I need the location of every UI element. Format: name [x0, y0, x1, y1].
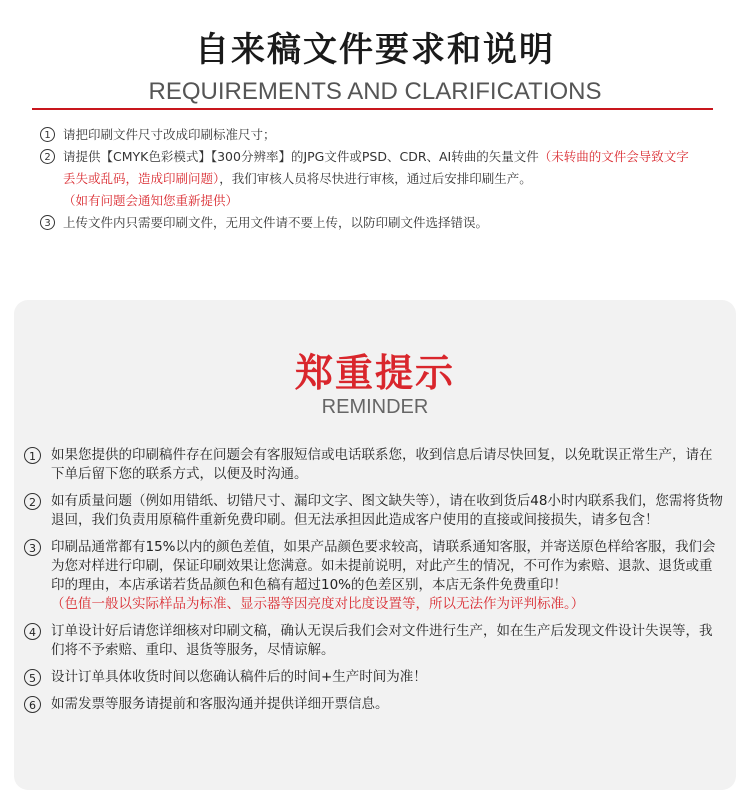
reminder-item-1	[24, 446, 724, 484]
circled-number-1: 1	[24, 447, 41, 464]
requirement-warning-1: （未转曲的文件会导致文字丢失或乱码，造成印刷问题）	[63, 149, 689, 186]
requirement-item-1	[40, 124, 700, 146]
requirement-text-1: 请把印刷文件尺寸改成印刷标准尺寸；	[63, 127, 276, 142]
circled-number-6: 6	[24, 696, 41, 713]
circled-number-2: 2	[40, 149, 55, 164]
reminder-warning: （色值一般以实际样品为标准、显示器等因亮度对比度设置等，所以无法作为评判标准。）	[51, 596, 585, 612]
requirements-list	[40, 124, 700, 234]
reminder-text-1: 如果您提供的印刷稿件存在问题会有客服短信或电话联系您，收到信息后请尽快回复，以免耽误正常生产，请在下单后留下您的联系方式，以便及时沟通。	[51, 447, 713, 482]
requirements-title-en: REQUIREMENTS AND CLARIFICATIONS	[148, 78, 602, 105]
reminder-text-5: 设计订单具体收货时间以您确认稿件后的时间+生产时间为准！	[51, 669, 427, 685]
circled-number-3: 3	[24, 539, 41, 556]
circled-number-2: 2	[24, 493, 41, 510]
reminder-text-3: 印刷品通常都有15%以内的颜色差值，如果产品颜色要求较高，请联系通知客服，并寄送原色样给客服，我们会为您对样进行印刷，保证印刷效果让您满意。如未提前说明，对此产生的情况，不可作为索赔、退款、退货或重印的理由，本店承诺若货品颜色和色稿有超过10%的色差区别，本店无条件免费重印！ （色值一般以实际样品为标准、显示器等因亮度对比度设置等，所以无法作为评判标准。）	[51, 539, 716, 612]
reminder-item-5	[24, 668, 724, 687]
reminder-list	[24, 446, 724, 722]
requirement-text-3: 上传文件内只需要印刷文件，无用文件请不要上传，以防印刷文件选择错误。	[63, 215, 489, 230]
circled-number-1: 1	[40, 127, 55, 142]
reminder-item-6	[24, 695, 724, 714]
reminder-text-6: 如需发票等服务请提前和客服沟通并提供详细开票信息。	[51, 696, 389, 712]
requirements-section	[0, 0, 750, 300]
requirements-title-cn: 自来稿文件要求和说明	[195, 30, 555, 70]
red-divider	[32, 108, 713, 110]
requirement-item-2	[40, 146, 700, 212]
requirement-item-3	[40, 212, 700, 234]
reminder-title-en: REMINDER	[321, 396, 429, 418]
circled-number-3: 3	[40, 215, 55, 230]
reminder-title-cn: 郑重提示	[294, 351, 455, 395]
circled-number-5: 5	[24, 669, 41, 686]
reminder-text-4: 订单设计好后请您详细核对印刷文稿，确认无误后我们会对文件进行生产，如在生产后发现文件设计失误等，我们将不予索赔、重印、退货等服务，尽情谅解。	[51, 623, 713, 658]
reminder-text-2: 如有质量问题（例如用错纸、切错尺寸、漏印文字、图文缺失等），请在收到货后48小时内联系我们，您需将货物退回，我们负责用原稿件重新免费印刷。但无法承担因此造成客户使用的直接或间接损失，请多包含！	[51, 493, 723, 528]
requirement-warning-2: （如有问题会通知您重新提供）	[63, 193, 239, 208]
requirement-text-2: 请提供【CMYK色彩模式】【300分辨率】的JPG文件或PSD、CDR、AI转曲的矢量文件（未转曲的文件会导致文字丢失或乱码，造成印刷问题），我们审核人员将尽快进行审核，通过后安排印刷生产。（如有问题会通知您重新提供）	[63, 149, 689, 208]
circled-number-4: 4	[24, 623, 41, 640]
reminder-item-2	[24, 492, 724, 530]
reminder-item-4	[24, 622, 724, 660]
reminder-item-3	[24, 538, 724, 614]
